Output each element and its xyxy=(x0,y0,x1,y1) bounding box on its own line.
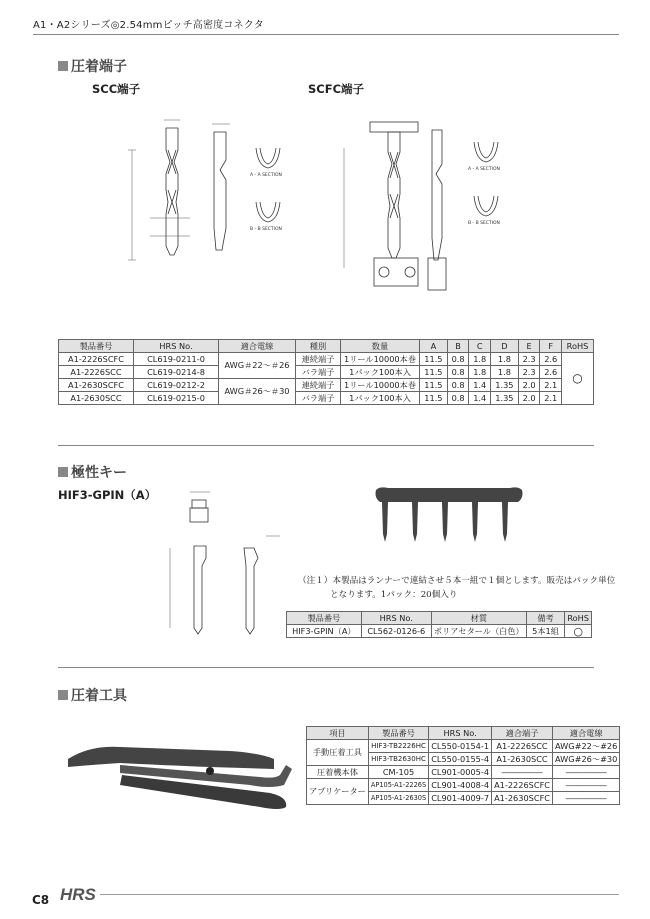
section-square-icon xyxy=(58,61,68,71)
scc-terminal-title: SCC端子 xyxy=(92,82,141,96)
section-divider xyxy=(58,445,594,446)
polarity-key-table xyxy=(286,611,592,638)
awg-group-1: AWG＃22～＃26 xyxy=(219,353,296,379)
table-row: HIF3-GPIN（A） CL562-0126-6 ポリアセタール（白色） 5本1組 ○ xyxy=(287,625,592,638)
awg-group-2: AWG＃26～＃30 xyxy=(219,379,296,405)
col-header: RoHS xyxy=(562,340,594,353)
polarity-key-runner-photo xyxy=(370,482,530,552)
page-number: C8 xyxy=(32,893,50,907)
header-rule xyxy=(33,34,619,35)
scfc-a-section-label: A - A SECTION xyxy=(468,167,500,172)
col-header: 備考 xyxy=(526,612,565,625)
polarity-key-note xyxy=(298,574,615,602)
footer-rule xyxy=(100,894,619,895)
section-title-crimp-terminal: 圧着端子 xyxy=(58,56,127,76)
table-header-row xyxy=(307,727,620,740)
col-header: 適合端子 xyxy=(492,727,553,740)
header-title: A1・A2シリーズ◎2.54mmピッチ高密度コネクタ xyxy=(33,20,264,31)
col-header: E xyxy=(518,340,540,353)
table-row: 圧着機本体 CM-105 CL901-0005-4 ――――― ――――― xyxy=(307,766,620,779)
col-header: 適合電線 xyxy=(553,727,620,740)
table-row: アプリケーター AP105-A1-2226S CL901-4008-4 A1-2226SCFC ――――― xyxy=(307,779,620,792)
scfc-terminal-drawing xyxy=(340,108,510,298)
col-header: A xyxy=(420,340,448,353)
col-header: 製品番号 xyxy=(368,727,428,740)
section-square-icon xyxy=(58,467,68,477)
col-header: C xyxy=(469,340,491,353)
table-row: A1-2630SCC CL619-0215-0 バラ端子 1パック100本入 11.5 0.8 1.4 1.35 2.0 2.1 xyxy=(59,392,594,405)
col-header: 製品番号 xyxy=(59,340,134,353)
svg-text:HRS: HRS xyxy=(60,885,96,904)
col-header: HRS No. xyxy=(429,727,492,740)
col-header: HRS No. xyxy=(134,340,219,353)
polarity-key-drawing xyxy=(150,488,290,638)
col-header: 製品番号 xyxy=(287,612,362,625)
rohs-mark: ○ xyxy=(562,353,594,405)
col-header: HRS No. xyxy=(361,612,431,625)
section-square-icon xyxy=(58,690,68,700)
col-header: 数量 xyxy=(341,340,420,353)
note-line-1: （注１）本製品はランナーで連結させ５本一組で１個とします。販売はパック単位 xyxy=(298,576,616,586)
crimp-tool-table xyxy=(306,726,620,805)
col-header: D xyxy=(491,340,519,353)
col-header: 適合電線 xyxy=(219,340,296,353)
crimp-tool-photo xyxy=(60,735,300,815)
col-header: B xyxy=(447,340,469,353)
table-row: AP105-A1-2630S CL901-4009-7 A1-2630SCFC ――――― xyxy=(307,792,620,805)
note-line-2: となります。1パック：20個入り xyxy=(330,590,458,600)
col-header: 種別 xyxy=(296,340,341,353)
table-header-row xyxy=(287,612,592,625)
polarity-key-part-title: HIF3-GPIN（A） xyxy=(58,488,157,502)
table-row: 手動圧着工具 HIF3-TB2226HC CL550-0154-1 A1-2226SCC AWG#22～#26 xyxy=(307,740,620,753)
hrs-logo xyxy=(58,883,98,905)
col-header: F xyxy=(540,340,562,353)
section-title-polarity-key: 極性キー xyxy=(58,462,127,482)
scfc-terminal-title: SCFC端子 xyxy=(308,82,365,96)
scc-terminal-drawing xyxy=(120,110,300,280)
table-row: HIF3-TB2630HC CL550-0155-4 A1-2630SCC AWG#26～#30 xyxy=(307,753,620,766)
table-row: A1-2630SCFC CL619-0212-2 AWG＃26～＃30 連続端子 1リール10000本巻 11.5 0.8 1.4 1.35 2.0 2.1 xyxy=(59,379,594,392)
col-header: 項目 xyxy=(307,727,369,740)
scc-b-section-label: B - B SECTION xyxy=(250,227,282,232)
section-divider xyxy=(58,667,594,668)
table-row: A1-2226SCC CL619-0214-8 バラ端子 1パック100本入 11.5 0.8 1.8 1.8 2.3 2.6 xyxy=(59,366,594,379)
table-header-row xyxy=(59,340,594,353)
terminal-table xyxy=(58,339,594,405)
scc-a-section-label: A - A SECTION xyxy=(250,173,282,178)
table-row: A1-2226SCFC CL619-0211-0 AWG＃22～＃26 連続端子 1リール10000本巻 11.5 0.8 1.8 1.8 2.3 2.6 ○ xyxy=(59,353,594,366)
section-title-crimp-tool: 圧着工具 xyxy=(58,685,127,705)
scfc-b-section-label: B - B SECTION xyxy=(468,221,500,226)
col-header: 材質 xyxy=(431,612,526,625)
col-header: RoHS xyxy=(565,612,592,625)
